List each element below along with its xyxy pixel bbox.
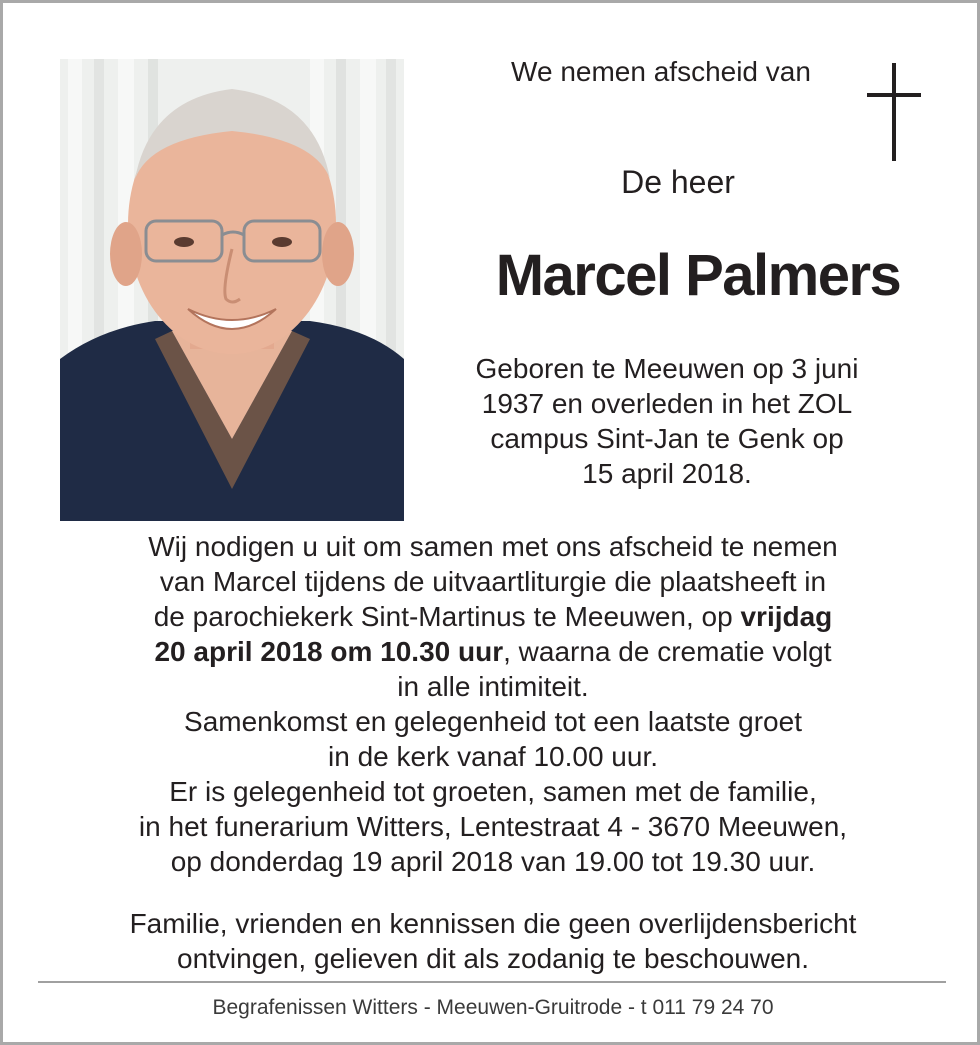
intro-text: We nemen afscheid van	[511, 56, 811, 87]
invitation-text: , waarna de crematie volgt	[503, 636, 832, 667]
ceremony-details	[43, 529, 943, 879]
born-line: 15 april 2018.	[582, 458, 752, 489]
birth-death-info	[447, 351, 887, 491]
cross-icon	[863, 63, 925, 163]
invitation-text: de parochiekerk Sint-Martinus te Meeuwen, op	[153, 601, 741, 632]
invitation-line: in alle intimiteit.	[397, 671, 589, 702]
ceremony-day: vrijdag	[740, 601, 833, 632]
funeral-home-footer: Begrafenissen Witters - Meeuwen-Gruitrode - t 011 79 24 70	[212, 996, 774, 1019]
invitation-line: van Marcel tijdens de uitvaartliturgie die plaatsheeft in	[159, 566, 827, 597]
honorific: De heer	[621, 164, 735, 200]
closing-note	[43, 906, 943, 976]
gathering-line: Er is gelegenheid tot groeten, samen met de familie,	[169, 776, 817, 807]
gathering-line: Samenkomst en gelegenheid tot een laatste groet	[184, 706, 802, 737]
gathering-line: in het funerarium Witters, Lentestraat 4 - 3670 Meeuwen,	[138, 811, 848, 842]
invitation-line: Wij nodigen u uit om samen met ons afscheid te nemen	[148, 531, 838, 562]
gathering-line: in de kerk vanaf 10.00 uur.	[328, 741, 658, 772]
divider	[38, 981, 946, 983]
portrait-photo	[60, 59, 404, 521]
gathering-line: op donderdag 19 april 2018 van 19.00 tot 19.30 uur.	[170, 846, 816, 877]
deceased-name: Marcel Palmers	[495, 243, 901, 308]
invitation-line	[43, 599, 943, 634]
born-line: 1937 en overleden in het ZOL	[481, 388, 853, 419]
closing-line: Familie, vrienden en kennissen die geen overlijdensbericht	[129, 908, 857, 939]
invitation-line	[43, 634, 943, 669]
closing-line: ontvingen, gelieven dit als zodanig te beschouwen.	[177, 943, 809, 974]
born-line: Geboren te Meeuwen op 3 juni	[475, 353, 859, 384]
born-line: campus Sint-Jan te Genk op	[490, 423, 844, 454]
ceremony-date-time: 20 april 2018 om 10.30 uur	[154, 636, 504, 667]
